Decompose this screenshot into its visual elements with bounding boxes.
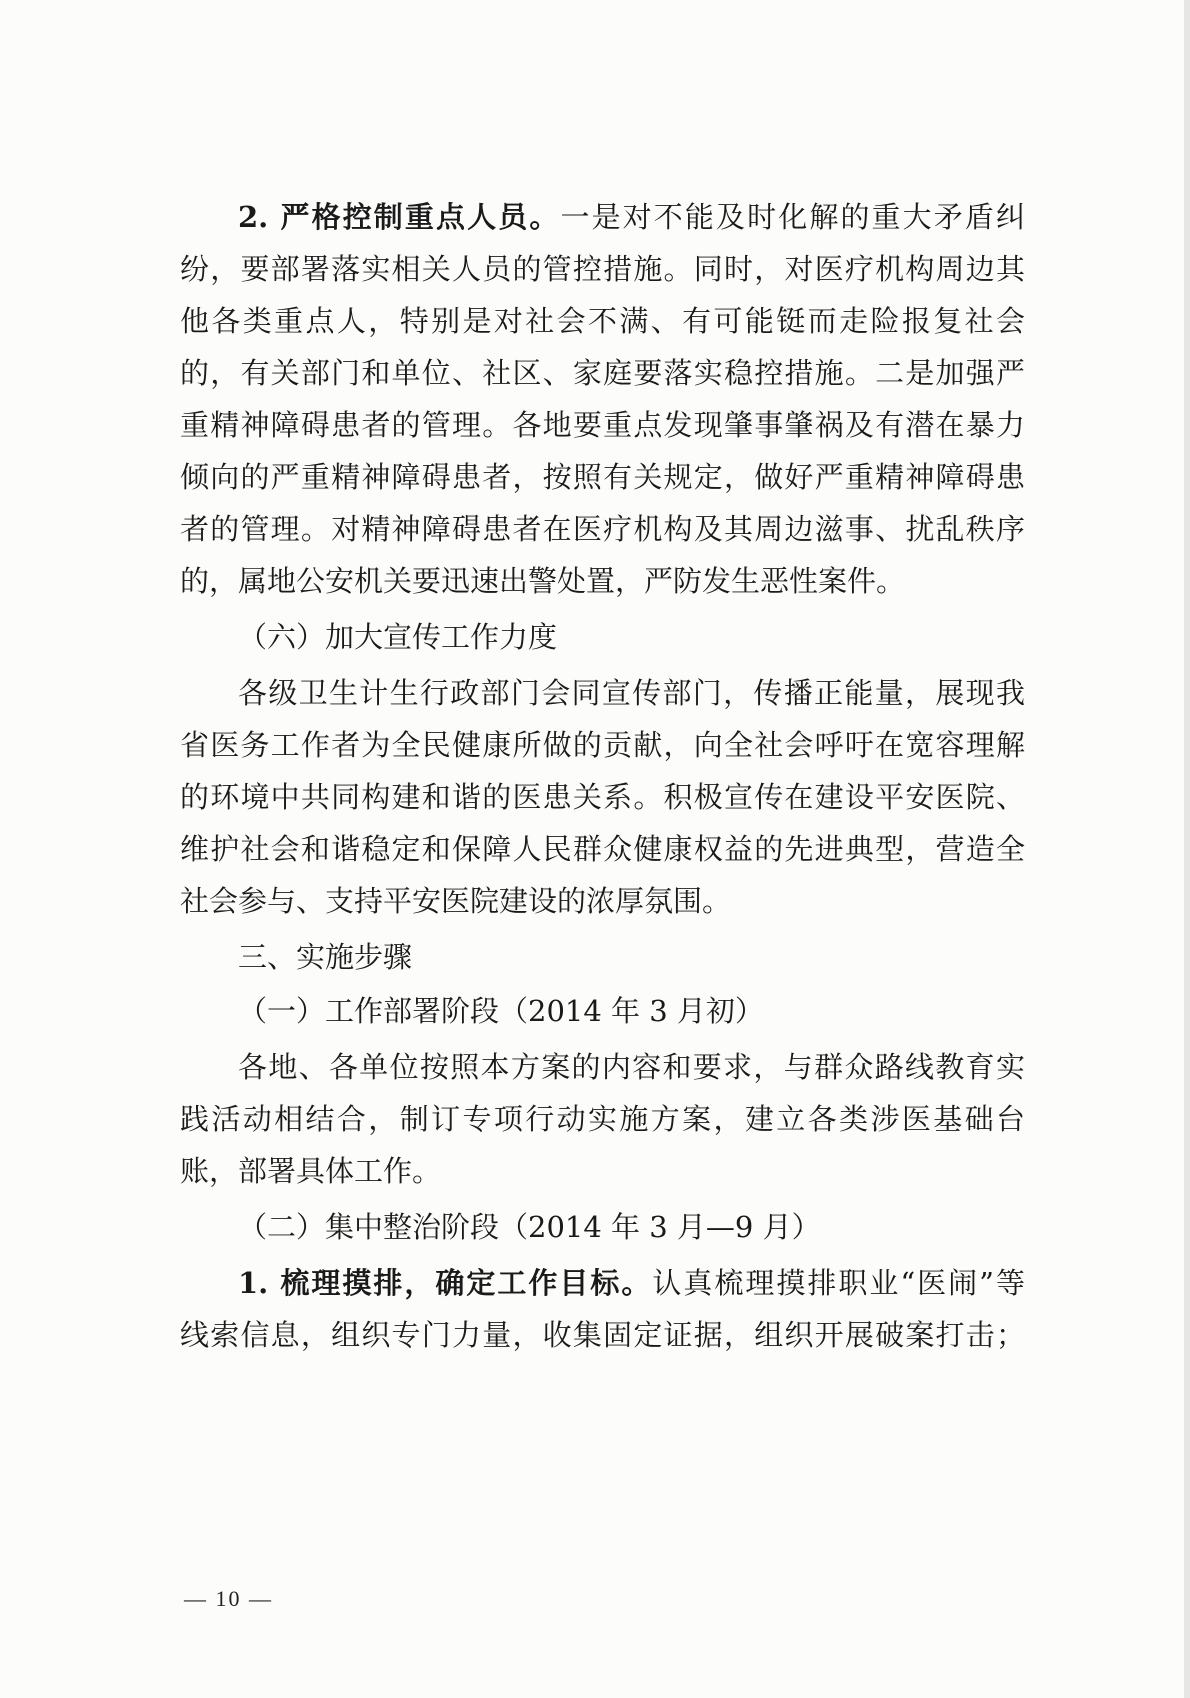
section-heading: （六）加大宣传工作力度 — [238, 620, 558, 654]
paragraph-line: 省医务工作者为全民健康所做的贡献，向全社会呼吁在宽容理解 — [180, 728, 1025, 762]
page-number: — 10 — — [184, 1586, 273, 1611]
paragraph-line: 者的管理。对精神障碍患者在医疗机构及其周边滋事、扰乱秩序 — [180, 512, 1025, 546]
paragraph-line — [238, 197, 1025, 237]
bold-heading: 2. 严格控制重点人员。 — [238, 200, 561, 234]
paragraph-line: 重精神障碍患者的管理。各地要重点发现肇事肇祸及有潜在暴力 — [180, 408, 1025, 442]
section-heading: 三、实施步骤 — [238, 940, 413, 974]
section-heading: （二）集中整治阶段（2014 年 3 月—9 月） — [238, 1210, 821, 1244]
section-heading: （一）工作部署阶段（2014 年 3 月初） — [238, 994, 764, 1028]
paragraph-line: 倾向的严重精神障碍患者，按照有关规定，做好严重精神障碍患 — [180, 460, 1025, 494]
paragraph-line: 的，属地公安机关要迅速出警处置，严防发生恶性案件。 — [180, 564, 906, 598]
scan-edge — [1184, 0, 1190, 1698]
paragraph-line: 他各类重点人，特别是对社会不满、有可能铤而走险报复社会 — [180, 304, 1025, 338]
paragraph-line — [238, 1263, 1025, 1303]
paragraph-line: 各级卫生计生行政部门会同宣传部门，传播正能量，展现我 — [238, 676, 1025, 710]
paragraph-line: 社会参与、支持平安医院建设的浓厚氛围。 — [180, 884, 732, 918]
line-text: 一是对不能及时化解的重大矛盾纠 — [560, 200, 1025, 234]
paragraph-line: 的环境中共同构建和谐的医患关系。积极宣传在建设平安医院、 — [180, 780, 1025, 814]
line-text: 认真梳理摸排职业“医闹”等 — [652, 1266, 1025, 1300]
bold-heading: 1. 梳理摸排，确定工作目标。 — [238, 1266, 653, 1300]
paragraph-line: 维护社会和谐稳定和保障人民群众健康权益的先进典型，营造全 — [180, 832, 1025, 866]
paragraph-line: 各地、各单位按照本方案的内容和要求，与群众路线教育实 — [238, 1050, 1025, 1084]
paragraph-line: 的，有关部门和单位、社区、家庭要落实稳控措施。二是加强严 — [180, 356, 1025, 390]
paragraph-line: 线索信息，组织专门力量，收集固定证据，组织开展破案打击； — [180, 1318, 1025, 1352]
paragraph-line: 账，部署具体工作。 — [180, 1154, 442, 1188]
paragraph-line: 践活动相结合，制订专项行动实施方案，建立各类涉医基础台 — [180, 1102, 1025, 1136]
paragraph-line: 纷，要部署落实相关人员的管控措施。同时，对医疗机构周边其 — [180, 252, 1025, 286]
